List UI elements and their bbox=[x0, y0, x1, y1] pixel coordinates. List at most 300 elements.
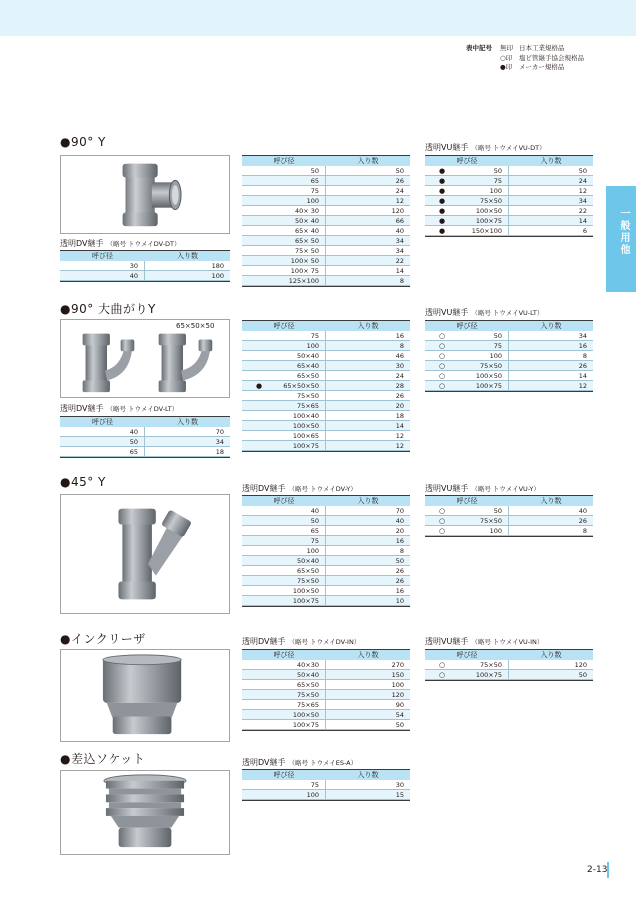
wye-fitting-icon bbox=[61, 495, 229, 613]
size-cell bbox=[242, 341, 326, 350]
size-cell bbox=[242, 226, 326, 235]
table-caption bbox=[425, 307, 543, 318]
size-value: 75×50 bbox=[480, 197, 502, 205]
size-value: 100 bbox=[306, 791, 319, 799]
table-row bbox=[242, 526, 410, 536]
size-value: 50× 40 bbox=[294, 217, 319, 225]
table-row bbox=[425, 331, 593, 341]
standard-mark: ○ bbox=[439, 507, 446, 515]
standard-mark: ● bbox=[439, 227, 446, 235]
size-cell bbox=[242, 401, 326, 410]
table-caption bbox=[60, 403, 178, 414]
size-value: 100 bbox=[489, 352, 502, 360]
table-body bbox=[60, 261, 230, 282]
table-caption bbox=[425, 142, 546, 153]
column-header: 呼び径 bbox=[273, 497, 295, 505]
standard-mark: ● bbox=[439, 207, 446, 215]
column-header: 呼び径 bbox=[273, 157, 295, 165]
table-row bbox=[242, 556, 410, 566]
size-cell bbox=[242, 596, 326, 605]
table-row bbox=[242, 236, 410, 246]
table-row bbox=[425, 206, 593, 216]
quantity-cell: 8 bbox=[399, 342, 404, 350]
table-row bbox=[242, 670, 410, 680]
column-header: 入り数 bbox=[177, 418, 198, 426]
size-cell bbox=[242, 680, 326, 689]
quantity-cell: 8 bbox=[582, 527, 587, 535]
table-body bbox=[242, 780, 410, 801]
fitting-table bbox=[425, 495, 593, 537]
quantity-cell: 150 bbox=[391, 671, 404, 679]
size-value: 100× 75 bbox=[290, 267, 319, 275]
size-cell bbox=[60, 437, 145, 446]
quantity-cell: 50 bbox=[395, 721, 404, 729]
quantity-cell: 20 bbox=[395, 527, 404, 535]
column-header: 呼び径 bbox=[456, 157, 478, 165]
quantity-cell: 12 bbox=[578, 382, 587, 390]
size-cell bbox=[242, 266, 326, 275]
quantity-cell: 40 bbox=[578, 507, 587, 515]
table-row bbox=[242, 516, 410, 526]
section-title: ●90° 大曲がりY bbox=[60, 302, 156, 316]
size-value: 50 bbox=[129, 438, 138, 446]
standard-mark: ○ bbox=[439, 362, 446, 370]
column-header: 呼び径 bbox=[92, 252, 113, 260]
quantity-cell: 50 bbox=[578, 167, 587, 175]
section-title: ●90° Y bbox=[60, 135, 106, 149]
product-photo bbox=[60, 770, 230, 855]
quantity-cell: 120 bbox=[574, 661, 587, 669]
size-cell bbox=[242, 576, 326, 585]
size-value: 100×75 bbox=[475, 671, 502, 679]
table-header bbox=[425, 495, 593, 506]
table-row bbox=[425, 176, 593, 186]
table-row bbox=[425, 660, 593, 670]
size-cell bbox=[242, 186, 326, 195]
size-cell bbox=[425, 331, 509, 340]
table-row bbox=[425, 226, 593, 236]
size-cell bbox=[242, 246, 326, 255]
table-row bbox=[242, 361, 410, 371]
table-row bbox=[242, 401, 410, 411]
size-value: 100×50 bbox=[292, 422, 319, 430]
size-value: 40× 30 bbox=[294, 207, 319, 215]
size-cell bbox=[425, 371, 509, 380]
product-photo bbox=[60, 319, 230, 398]
size-cell bbox=[425, 381, 509, 390]
table-row bbox=[425, 506, 593, 516]
quantity-cell: 10 bbox=[395, 597, 404, 605]
size-cell bbox=[242, 361, 326, 370]
size-cell bbox=[242, 526, 326, 535]
table-row bbox=[242, 680, 410, 690]
standard-mark: ● bbox=[439, 197, 446, 205]
size-value: 75 bbox=[493, 177, 502, 185]
table-code: （略号 トウメイVU-LT） bbox=[471, 309, 544, 317]
quantity-cell: 22 bbox=[395, 257, 404, 265]
size-value: 65× 50 bbox=[294, 237, 319, 245]
legend-desc: 塩ビ管継手協会規格品 bbox=[519, 53, 584, 62]
legend-row bbox=[466, 54, 584, 64]
size-value: 100×75 bbox=[475, 217, 502, 225]
legend-key bbox=[466, 63, 500, 73]
table-header bbox=[60, 416, 230, 427]
size-cell bbox=[425, 226, 509, 235]
quantity-cell: 54 bbox=[395, 711, 404, 719]
size-value: 100×50 bbox=[292, 587, 319, 595]
table-code: （略号 トウメイVU-IN） bbox=[471, 638, 544, 646]
quantity-cell: 40 bbox=[395, 517, 404, 525]
table-body bbox=[425, 166, 593, 237]
size-cell bbox=[60, 261, 145, 270]
size-cell bbox=[242, 536, 326, 545]
quantity-cell: 70 bbox=[395, 507, 404, 515]
size-value: 100 bbox=[306, 197, 319, 205]
size-value: 40×30 bbox=[297, 661, 319, 669]
table-header bbox=[242, 495, 410, 506]
quantity-cell: 16 bbox=[395, 537, 404, 545]
column-header: 呼び径 bbox=[273, 771, 295, 779]
size-value: 100×75 bbox=[292, 442, 319, 450]
quantity-cell: 50 bbox=[578, 671, 587, 679]
quantity-cell: 120 bbox=[391, 691, 404, 699]
size-cell bbox=[242, 441, 326, 450]
size-cell bbox=[425, 351, 509, 360]
table-header bbox=[242, 320, 410, 331]
table-title: 透明DV継手 bbox=[242, 758, 286, 767]
table-row bbox=[60, 447, 230, 457]
table-row bbox=[242, 216, 410, 226]
quantity-cell: 34 bbox=[215, 438, 224, 446]
standard-mark: ● bbox=[439, 177, 446, 185]
size-value: 65×50 bbox=[297, 372, 319, 380]
size-value: 100×65 bbox=[292, 432, 319, 440]
table-row bbox=[242, 391, 410, 401]
size-cell bbox=[242, 431, 326, 440]
table-row bbox=[242, 660, 410, 670]
size-value: 75× 50 bbox=[294, 247, 319, 255]
table-row bbox=[425, 371, 593, 381]
size-cell bbox=[242, 780, 326, 789]
size-value: 100 bbox=[306, 342, 319, 350]
size-cell bbox=[242, 256, 326, 265]
table-row bbox=[425, 526, 593, 536]
size-value: 65×50×50 bbox=[283, 382, 319, 390]
size-cell bbox=[60, 271, 145, 280]
size-cell bbox=[242, 690, 326, 699]
table-caption bbox=[60, 238, 181, 249]
table-row bbox=[242, 441, 410, 451]
table-caption bbox=[242, 757, 357, 768]
quantity-cell: 34 bbox=[395, 237, 404, 245]
column-header: 入り数 bbox=[357, 651, 379, 659]
table-row bbox=[242, 506, 410, 516]
table-row bbox=[242, 576, 410, 586]
top-band bbox=[0, 0, 636, 36]
quantity-cell: 8 bbox=[399, 277, 404, 285]
page-number-bar bbox=[607, 862, 609, 878]
table-row bbox=[242, 536, 410, 546]
quantity-cell: 34 bbox=[578, 197, 587, 205]
table-caption bbox=[425, 483, 540, 494]
table-row bbox=[425, 381, 593, 391]
standard-mark: ○ bbox=[439, 382, 446, 390]
table-row bbox=[242, 226, 410, 236]
product-photo bbox=[60, 155, 230, 234]
quantity-cell: 12 bbox=[578, 187, 587, 195]
table-title: 透明VU継手 bbox=[425, 308, 469, 317]
size-value: 75×50 bbox=[297, 691, 319, 699]
size-cell bbox=[242, 216, 326, 225]
table-caption bbox=[242, 636, 360, 647]
column-header: 入り数 bbox=[540, 651, 562, 659]
table-row bbox=[425, 516, 593, 526]
size-cell bbox=[425, 166, 509, 175]
standard-mark: ● bbox=[256, 382, 263, 390]
table-row bbox=[242, 341, 410, 351]
table-row bbox=[242, 196, 410, 206]
size-value: 75×50 bbox=[480, 517, 502, 525]
column-header: 入り数 bbox=[540, 322, 562, 330]
quantity-cell: 16 bbox=[578, 342, 587, 350]
size-value: 75×50 bbox=[297, 392, 319, 400]
quantity-cell: 26 bbox=[395, 392, 404, 400]
column-header: 入り数 bbox=[540, 497, 562, 505]
table-row bbox=[242, 256, 410, 266]
column-header: 呼び径 bbox=[273, 322, 295, 330]
size-value: 125×100 bbox=[288, 277, 319, 285]
quantity-cell: 6 bbox=[582, 227, 587, 235]
size-cell bbox=[242, 586, 326, 595]
table-row bbox=[60, 427, 230, 437]
quantity-cell: 14 bbox=[578, 217, 587, 225]
table-title: 透明VU継手 bbox=[425, 143, 469, 152]
size-cell bbox=[425, 516, 509, 525]
socket-fitting-icon bbox=[61, 771, 229, 854]
section-title: ●差込ソケット bbox=[60, 752, 146, 766]
size-cell bbox=[242, 516, 326, 525]
quantity-cell: 100 bbox=[211, 272, 224, 280]
size-value: 100×75 bbox=[475, 382, 502, 390]
section-title: ●45° Y bbox=[60, 475, 106, 489]
column-header: 呼び径 bbox=[456, 651, 478, 659]
quantity-cell: 26 bbox=[578, 517, 587, 525]
column-header: 呼び径 bbox=[92, 418, 113, 426]
size-cell bbox=[242, 421, 326, 430]
category-side-tab bbox=[606, 186, 636, 292]
quantity-cell: 66 bbox=[395, 217, 404, 225]
size-value: 40 bbox=[129, 272, 138, 280]
increaser-fitting-icon bbox=[61, 650, 229, 741]
quantity-cell: 24 bbox=[395, 187, 404, 195]
table-row bbox=[242, 351, 410, 361]
quantity-cell: 24 bbox=[578, 177, 587, 185]
table-body bbox=[242, 166, 410, 287]
table-row bbox=[242, 411, 410, 421]
fitting-table bbox=[425, 320, 593, 392]
size-value: 75 bbox=[493, 342, 502, 350]
column-header: 入り数 bbox=[357, 322, 379, 330]
size-value: 100 bbox=[489, 527, 502, 535]
quantity-cell: 26 bbox=[395, 177, 404, 185]
fitting-table bbox=[242, 649, 410, 731]
size-value: 75 bbox=[310, 332, 319, 340]
size-cell bbox=[242, 566, 326, 575]
table-row bbox=[242, 381, 410, 391]
size-cell bbox=[242, 166, 326, 175]
table-row bbox=[242, 586, 410, 596]
size-value: 65 bbox=[129, 448, 138, 456]
size-cell bbox=[242, 411, 326, 420]
quantity-cell: 28 bbox=[395, 382, 404, 390]
size-value: 75×65 bbox=[297, 701, 319, 709]
column-header: 呼び径 bbox=[456, 497, 478, 505]
size-value: 100×50 bbox=[292, 711, 319, 719]
table-body bbox=[60, 427, 230, 458]
quantity-cell: 30 bbox=[395, 362, 404, 370]
table-row bbox=[425, 670, 593, 680]
table-body bbox=[425, 506, 593, 537]
table-header bbox=[242, 155, 410, 166]
size-value: 65×50 bbox=[297, 567, 319, 575]
size-cell bbox=[242, 351, 326, 360]
table-row bbox=[242, 690, 410, 700]
legend-row bbox=[466, 44, 584, 54]
table-code: （略号 トウメイES-A） bbox=[288, 759, 358, 767]
size-cell bbox=[242, 331, 326, 340]
table-row bbox=[425, 196, 593, 206]
size-cell bbox=[60, 427, 145, 436]
size-cell bbox=[425, 341, 509, 350]
table-row bbox=[242, 206, 410, 216]
table-code: （略号 トウメイVU-DT） bbox=[471, 144, 546, 152]
standard-mark: ● bbox=[439, 187, 446, 195]
symbol-legend bbox=[466, 44, 584, 73]
size-cell bbox=[242, 371, 326, 380]
size-cell bbox=[242, 391, 326, 400]
quantity-cell: 70 bbox=[215, 428, 224, 436]
legend-mark: ●印 bbox=[500, 63, 513, 71]
table-row bbox=[242, 790, 410, 800]
quantity-cell: 26 bbox=[395, 577, 404, 585]
table-row bbox=[242, 596, 410, 606]
table-body bbox=[242, 506, 410, 607]
legend-mark: ○印 bbox=[500, 53, 513, 62]
quantity-cell: 14 bbox=[395, 267, 404, 275]
table-header bbox=[60, 250, 230, 261]
fitting-table bbox=[242, 155, 410, 287]
legend-key bbox=[466, 54, 500, 64]
table-header bbox=[242, 769, 410, 780]
fitting-table bbox=[425, 649, 593, 681]
table-row bbox=[242, 720, 410, 730]
size-cell bbox=[242, 660, 326, 669]
table-title: 透明DV継手 bbox=[242, 484, 286, 493]
quantity-cell: 50 bbox=[395, 167, 404, 175]
column-header: 入り数 bbox=[357, 157, 379, 165]
table-row bbox=[242, 276, 410, 286]
quantity-cell: 24 bbox=[395, 372, 404, 380]
table-header bbox=[425, 155, 593, 166]
size-value: 65 bbox=[310, 527, 319, 535]
size-value: 50×40 bbox=[297, 557, 319, 565]
quantity-cell: 12 bbox=[395, 442, 404, 450]
table-code: （略号 トウメイDV-LT） bbox=[106, 405, 179, 413]
table-row bbox=[242, 566, 410, 576]
table-row bbox=[242, 176, 410, 186]
standard-mark: ● bbox=[439, 217, 446, 225]
section-title: ●インクリーザ bbox=[60, 632, 146, 646]
size-value: 75×65 bbox=[297, 402, 319, 410]
table-header bbox=[425, 320, 593, 331]
standard-mark: ○ bbox=[439, 372, 446, 380]
size-cell bbox=[242, 506, 326, 515]
column-header: 呼び径 bbox=[456, 322, 478, 330]
standard-mark: ○ bbox=[439, 352, 446, 360]
standard-mark: ○ bbox=[439, 661, 446, 669]
quantity-cell: 270 bbox=[391, 661, 404, 669]
side-tab-label: 一般用他 bbox=[618, 208, 629, 256]
size-value: 40 bbox=[129, 428, 138, 436]
size-cell bbox=[242, 176, 326, 185]
table-caption bbox=[425, 636, 543, 647]
fitting-table bbox=[60, 416, 230, 458]
fitting-table bbox=[242, 320, 410, 452]
quantity-cell: 40 bbox=[395, 227, 404, 235]
quantity-cell: 18 bbox=[395, 412, 404, 420]
table-row bbox=[242, 710, 410, 720]
size-note: 65×50×50 bbox=[176, 322, 215, 330]
long-sweep-tee-icon bbox=[61, 320, 229, 397]
table-row bbox=[242, 371, 410, 381]
fitting-table bbox=[242, 769, 410, 801]
size-cell bbox=[242, 381, 326, 390]
legend-mark: 無印 bbox=[500, 44, 513, 52]
size-cell bbox=[242, 556, 326, 565]
size-value: 75 bbox=[310, 537, 319, 545]
quantity-cell: 12 bbox=[395, 197, 404, 205]
standard-mark: ○ bbox=[439, 517, 446, 525]
table-row bbox=[425, 186, 593, 196]
size-cell bbox=[425, 196, 509, 205]
size-cell bbox=[425, 216, 509, 225]
size-value: 75×50 bbox=[480, 661, 502, 669]
column-header: 入り数 bbox=[540, 157, 562, 165]
size-cell bbox=[242, 720, 326, 729]
pipe-tee-icon bbox=[61, 156, 229, 233]
size-value: 100 bbox=[489, 187, 502, 195]
quantity-cell: 14 bbox=[395, 422, 404, 430]
size-value: 50 bbox=[493, 507, 502, 515]
column-header: 入り数 bbox=[177, 252, 198, 260]
size-cell bbox=[425, 670, 509, 679]
quantity-cell: 34 bbox=[578, 332, 587, 340]
size-cell bbox=[242, 670, 326, 679]
table-row bbox=[60, 271, 230, 281]
size-value: 100×75 bbox=[292, 597, 319, 605]
size-cell bbox=[242, 196, 326, 205]
table-header bbox=[242, 649, 410, 660]
column-header: 呼び径 bbox=[273, 651, 295, 659]
quantity-cell: 30 bbox=[395, 781, 404, 789]
table-row bbox=[242, 266, 410, 276]
table-row bbox=[60, 261, 230, 271]
table-code: （略号 トウメイVU-Y） bbox=[471, 485, 540, 493]
size-value: 65 bbox=[310, 177, 319, 185]
quantity-cell: 16 bbox=[395, 587, 404, 595]
table-row bbox=[242, 166, 410, 176]
legend-row bbox=[466, 63, 584, 73]
